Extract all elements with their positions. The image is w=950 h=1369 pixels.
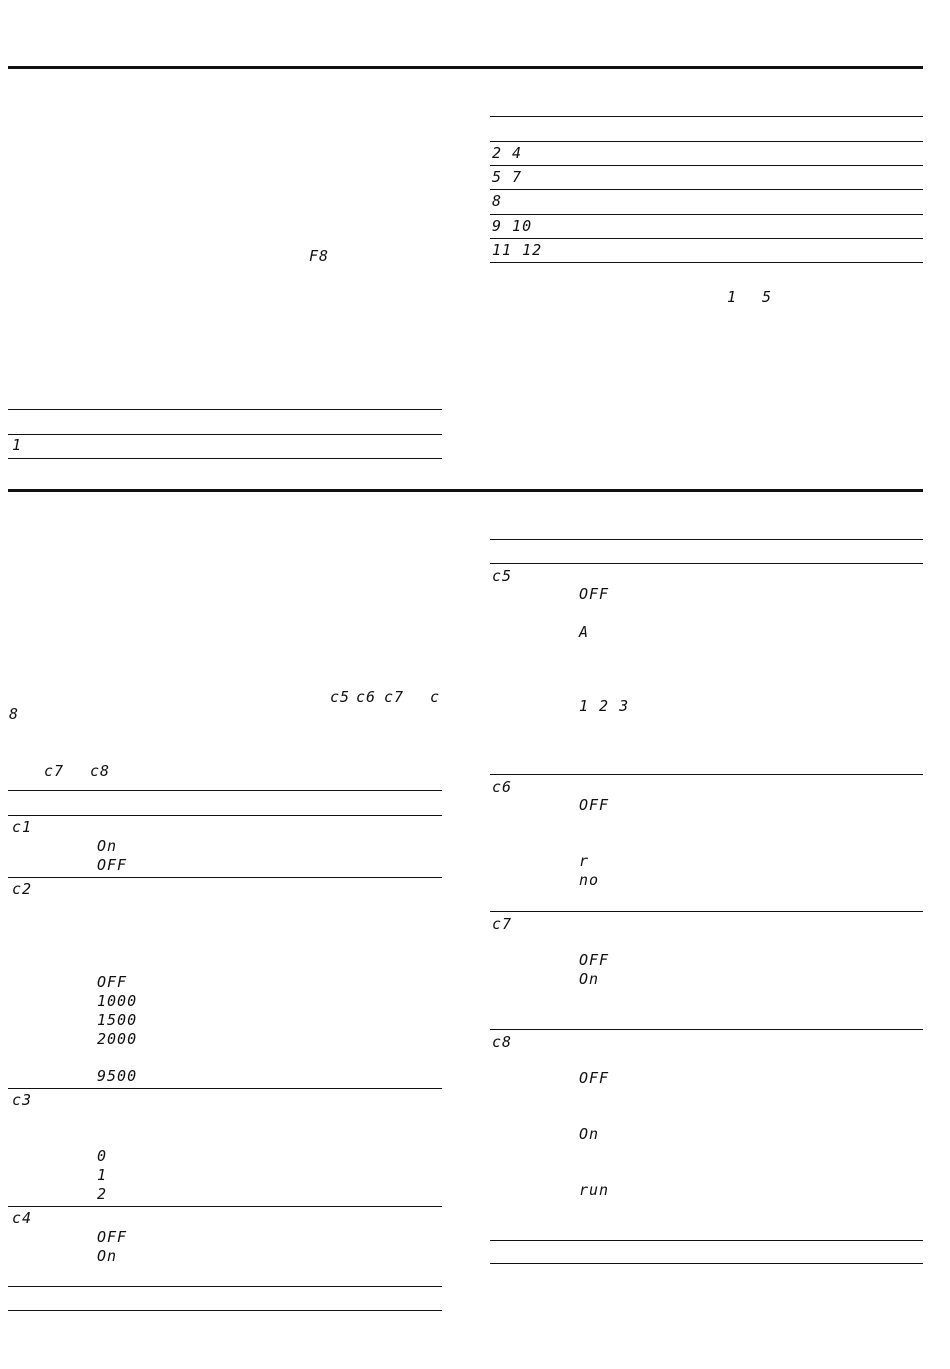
range-from-code: 1	[727, 288, 738, 306]
table-rule	[8, 815, 442, 816]
table-row-code: 1	[12, 436, 23, 454]
table-rule	[490, 116, 923, 117]
note-code-c8: c8	[90, 762, 111, 780]
table-row-code: 5 7	[492, 168, 523, 186]
intro-code-c-prefix: c	[430, 688, 441, 706]
table-row-code: 8	[492, 192, 503, 210]
table-row-code: 11 12	[492, 241, 543, 259]
table-rule	[490, 189, 923, 190]
table-rule	[490, 238, 923, 239]
top-section-rule	[8, 66, 923, 69]
table-rule	[490, 262, 923, 263]
table-row-code: 9 10	[492, 217, 533, 235]
table-rule	[490, 165, 923, 166]
table-rule	[490, 1263, 923, 1264]
table-rule	[490, 774, 923, 775]
setting-option: run	[579, 1181, 610, 1199]
setting-option: 1500	[97, 1011, 138, 1029]
bottom-section-rule	[8, 489, 923, 492]
setting-option: 1 2 3	[579, 697, 630, 715]
table-rule	[8, 1310, 442, 1311]
setting-option: no	[579, 871, 600, 889]
table-rule	[8, 409, 442, 410]
fault-code-f8: F8	[309, 247, 330, 265]
table-row-code: 2 4	[492, 144, 523, 162]
table-rule	[8, 1206, 442, 1207]
setting-code-c2: c2	[12, 880, 33, 898]
setting-option: OFF	[579, 951, 610, 969]
table-rule	[490, 1240, 923, 1241]
setting-option: 2	[97, 1185, 108, 1203]
table-rule	[8, 790, 442, 791]
setting-code-c4: c4	[12, 1209, 33, 1227]
table-rule	[8, 1286, 442, 1287]
table-rule	[8, 877, 442, 878]
setting-option: OFF	[579, 585, 610, 603]
setting-option: OFF	[97, 973, 128, 991]
table-rule	[8, 1088, 442, 1089]
table-rule	[8, 458, 442, 459]
setting-option: 2000	[97, 1030, 138, 1048]
setting-code-c3: c3	[12, 1091, 33, 1109]
table-rule	[490, 563, 923, 564]
range-to-code: 5	[762, 288, 773, 306]
setting-code-c7: c7	[492, 915, 513, 933]
setting-option: On	[97, 1247, 118, 1265]
table-rule	[490, 539, 923, 540]
table-rule	[490, 911, 923, 912]
setting-code-c8: c8	[492, 1033, 513, 1051]
table-rule	[490, 141, 923, 142]
setting-option: On	[579, 1125, 600, 1143]
setting-code-c6: c6	[492, 778, 513, 796]
setting-option: On	[97, 837, 118, 855]
setting-code-c1: c1	[12, 818, 33, 836]
intro-code-c-suffix: 8	[9, 705, 20, 723]
intro-code-c5: c5	[330, 688, 351, 706]
setting-option: On	[579, 970, 600, 988]
setting-option: A	[579, 623, 590, 641]
setting-option: 0	[97, 1147, 108, 1165]
note-code-c7: c7	[44, 762, 65, 780]
setting-option: 1000	[97, 992, 138, 1010]
setting-option: OFF	[97, 856, 128, 874]
setting-option: 9500	[97, 1067, 138, 1085]
intro-code-c6: c6	[356, 688, 377, 706]
setting-option: r	[579, 852, 590, 870]
table-rule	[490, 214, 923, 215]
setting-option: OFF	[97, 1228, 128, 1246]
setting-option: OFF	[579, 1069, 610, 1087]
intro-code-c7: c7	[384, 688, 405, 706]
setting-code-c5: c5	[492, 567, 513, 585]
table-rule	[8, 434, 442, 435]
setting-option: OFF	[579, 796, 610, 814]
table-rule	[490, 1029, 923, 1030]
setting-option: 1	[97, 1166, 108, 1184]
